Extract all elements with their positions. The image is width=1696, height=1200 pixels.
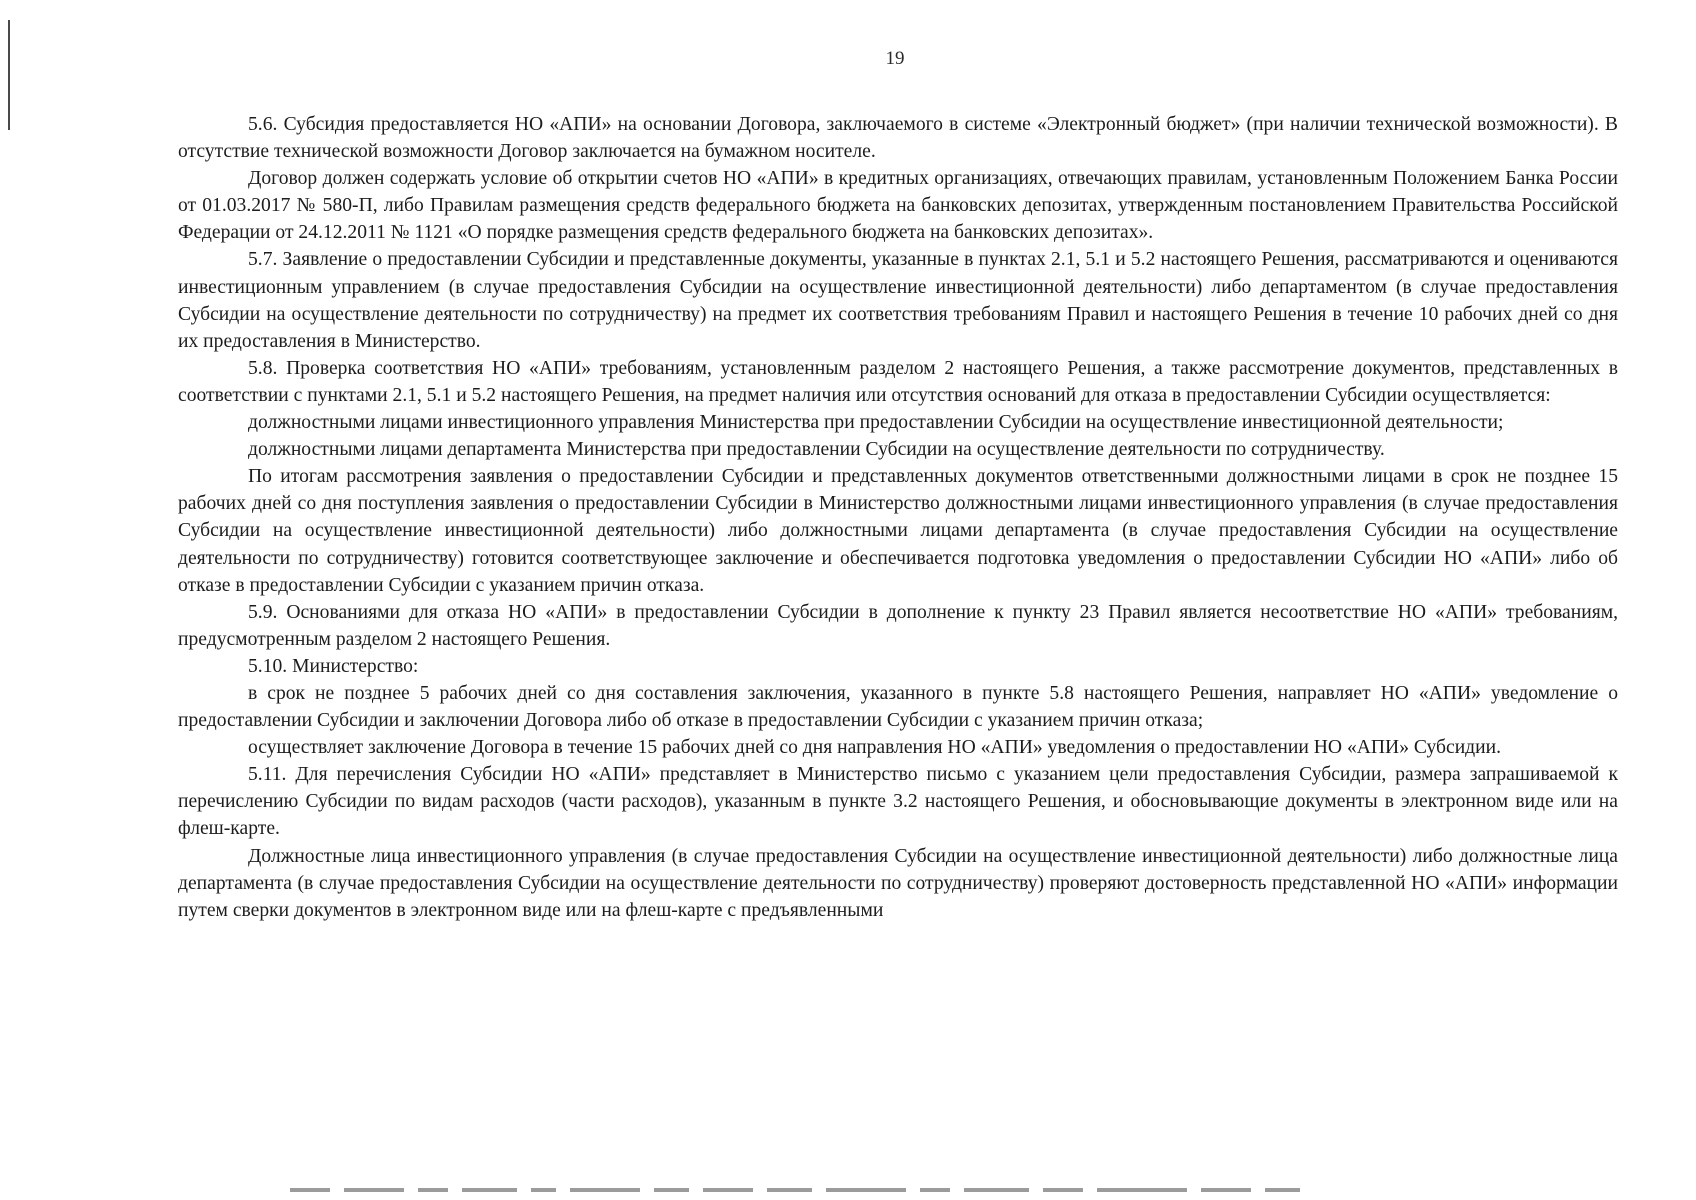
paragraph-5-8-investment-officials: должностными лицами инвестиционного управления Министерства при предоставлении Субсидии на осуществление инвестиционной деятельности; <box>248 412 1504 434</box>
paragraph-5-7: 5.7. Заявление о предоставлении Субсидии и представленные документы, указанные в пунктах 2.1, 5.1 и 5.2 настоящего Решения, рассматриваются и оцениваются инвестиционным управлением (в случае предоставления Субсидии на осуществление инвестиционной деятельности) либо департаментом (в случае предоставления Субсидии на осуществление деятельности по сотрудничеству) на предмет их соответствия требованиям Правил и настоящего Решения в течение 10 рабочих дней со дня их предоставления в Министерство. <box>178 249 1618 352</box>
paragraph-5-11: 5.11. Для перечисления Субсидии НО «АПИ» представляет в Министерство письмо с указанием цели предоставления Субсидии, размера запрашиваемой к перечислению Субсидии по видам расходов (части расходов), указанным в пункте 3.2 настоящего Решения, и обосновывающие документы в электронном виде или на флеш-карте. <box>178 764 1618 840</box>
scan-margin-line <box>8 20 10 130</box>
paragraph-5-8-review-results: По итогам рассмотрения заявления о предоставлении Субсидии и представленных документов ответственными должностными лицами в срок не позднее 15 рабочих дней со дня поступления заявления о предоставлении Субсидии в Министерство должностными лицами инвестиционного управления (в случае предоставления Субсидии на осуществление инвестиционной деятельности) либо должностными лицами департамента (в случае предоставления Субсидии на осуществление деятельности по сотрудничеству) готовится соответствующее заключение и обеспечивается подготовка уведомления о предоставлении Субсидии НО «АПИ» либо об отказе в предоставлении Субсидии с указанием причин отказа. <box>178 466 1618 596</box>
paragraph-5-10-notification: в срок не позднее 5 рабочих дней со дня составления заключения, указанного в пункте 5.8 настоящего Решения, направляет НО «АПИ» уведомление о предоставлении Субсидии и заключении Договора либо об отказе в предоставлении Субсидии с указанием причин отказа; <box>178 682 1618 732</box>
paragraph-contract-accounts: Договор должен содержать условие об открытии счетов НО «АПИ» в кредитных организациях, отвечающих правилам, установленным Положением Банка России от 01.03.2017 № 580-П, либо Правилам размещения средств федерального бюджета на банковских депозитах, утвержденным постановлением Правительства Российской Федерации от 24.12.2011 № 1121 «О порядке размещения средств федерального бюджета на банковских депозитах». <box>178 168 1618 244</box>
paragraph-5-6: 5.6. Субсидия предоставляется НО «АПИ» на основании Договора, заключаемого в системе «Электронный бюджет» (при наличии технической возможности). В отсутствие технической возможности Договор заключается на бумажном носителе. <box>178 114 1618 163</box>
paragraph-5-8: 5.8. Проверка соответствия НО «АПИ» требованиям, установленным разделом 2 настоящего Решения, а также рассмотрение документов, представленных в соответствии с пунктами 2.1, 5.1 и 5.2 настоящего Решения, на предмет наличия или отсутствия оснований для отказа в предоставлении Субсидии осуществляется: <box>178 357 1618 406</box>
page-number: 19 <box>885 48 905 69</box>
scan-artifact-strip <box>290 1180 1390 1192</box>
paragraph-5-10-contract: осуществляет заключение Договора в течение 15 рабочих дней со дня направления НО «АПИ» уведомления о предоставлении НО «АПИ» Субсидии. <box>248 737 1502 759</box>
paragraph-5-8-department-officials: должностными лицами департамента Министерства при предоставлении Субсидии на осуществление деятельности по сотрудничеству. <box>248 439 1385 461</box>
document-body <box>178 111 1618 924</box>
paragraph-5-9: 5.9. Основаниями для отказа НО «АПИ» в предоставлении Субсидии в дополнение к пункту 23 Правил является несоответствие НО «АПИ» требованиям, предусмотренным разделом 2 настоящего Решения. <box>178 601 1618 650</box>
paragraph-5-11-verification: Должностные лица инвестиционного управления (в случае предоставления Субсидии на осуществление инвестиционной деятельности) либо должностные лица департамента (в случае предоставления Субсидии на осуществление деятельности по сотрудничеству) проверяют достоверность представленной НО «АПИ» информации путем сверки документов в электронном виде или на флеш-карте с предъявленными <box>178 845 1618 921</box>
paragraph-5-10: 5.10. Министерство: <box>248 655 419 677</box>
